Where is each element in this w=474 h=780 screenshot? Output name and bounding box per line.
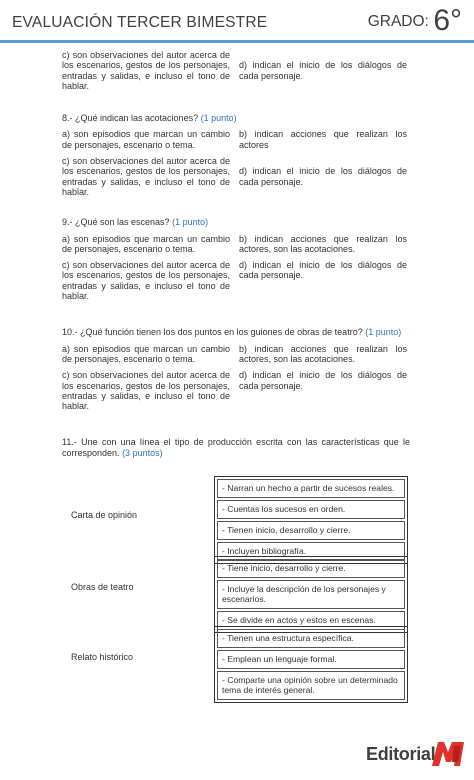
characteristic-item: - Se divide en actos y estos en escenas. <box>217 611 405 630</box>
question-points: (1 punto) <box>172 217 209 228</box>
option-d: d) indican el inicio de los diálogos de cada personaje. <box>239 166 407 187</box>
question-8 <box>62 113 410 123</box>
prev-question-options <box>62 50 410 91</box>
characteristic-item: - Cuentas los sucesos en orden. <box>217 500 405 519</box>
characteristic-item: - Incluye la descripción de los personajes y escenarios. <box>217 580 405 609</box>
option-b: b) indican acciones que realizan los actores <box>239 129 407 150</box>
question-text: 11.- Une con una línea el tipo de producción escrita con las características que le corresponden. <box>62 437 410 458</box>
editorial-md-logo <box>366 736 470 772</box>
characteristic-item: - Tienen una estructura específica. <box>217 629 405 648</box>
category-carta-de-opinion: Carta de opinión <box>71 510 138 520</box>
grade-value: 6° <box>433 4 462 37</box>
question-10 <box>62 327 410 337</box>
question-9 <box>62 217 410 227</box>
question-text: 10.- ¿Qué función tienen los dos puntos en los guiones de obras de teatro? <box>62 327 363 338</box>
characteristic-item: - Incluyen bibliografía. <box>217 542 405 561</box>
option-d: d) indican el inicio de los diálogos de cada personaje. <box>239 370 407 391</box>
option-c: c) son observaciones del autor acerca de los escenarios, gestos de los personajes, entradas y salidas, e incluso el tono de hablar. <box>62 50 230 91</box>
characteristic-item: - Emplean un lenguaje formal. <box>217 650 405 669</box>
question-11 <box>62 437 410 458</box>
characteristics-group-1 <box>214 476 408 564</box>
question-points: (1 punto) <box>365 327 402 338</box>
option-c: c) son observaciones del autor acerca de los escenarios, gestos de los personajes, entradas y salidas, e incluso el tono de hablar. <box>62 260 230 302</box>
option-c: c) son observaciones del autor acerca de los escenarios, gestos de los personajes, entradas y salidas, e incluso el tono de hablar. <box>62 156 230 197</box>
question-text: 9.- ¿Qué son las escenas? <box>62 217 170 228</box>
characteristic-item: - Narran un hecho a partir de sucesos reales. <box>217 479 405 498</box>
characteristic-item: - Tienen inicio, desarrollo y cierre. <box>217 521 405 540</box>
characteristic-item: - Tiene inicio, desarrollo y cierre. <box>217 559 405 578</box>
characteristics-group-3 <box>214 626 408 703</box>
option-a: a) son episodios que marcan un cambio de personajes, escenario o tema. <box>62 233 230 254</box>
characteristic-item: - Comparte una opinión sobre un determinado tema de interés general. <box>217 671 405 700</box>
md-badge-icon <box>430 738 466 768</box>
option-a: a) son episodios que marcan un cambio de personajes, escenario o tema. <box>62 343 230 364</box>
option-d: d) indican el inicio de los diálogos de cada personaje. <box>239 60 407 81</box>
logo-text: Editorial <box>366 744 436 764</box>
exam-content <box>62 50 410 464</box>
question-10-options <box>62 344 410 412</box>
option-a: a) son episodios que marcan un cambio de personajes, escenario o tema. <box>62 129 230 150</box>
option-d: d) indican el inicio de los diálogos de cada personaje. <box>239 260 407 281</box>
page-title: EVALUACIÓN TERCER BIMESTRE <box>12 14 268 31</box>
option-b: b) indican acciones que realizan los actores, son las acotaciones. <box>239 343 407 364</box>
question-9-options <box>62 234 410 302</box>
grade-label: GRADO: <box>367 13 429 30</box>
category-obras-de-teatro: Obras de teatro <box>71 582 134 592</box>
question-points: (1 punto) <box>200 113 237 124</box>
option-b: b) indican acciones que realizan los actores, son las acotaciones. <box>239 233 407 254</box>
category-relato-historico: Relato histórico <box>71 652 134 662</box>
question-text: 8.- ¿Qué indican las acotaciones? <box>62 113 199 124</box>
characteristics-group-2 <box>214 556 408 633</box>
question-8-options <box>62 129 410 197</box>
question-points: (3 puntos) <box>122 447 163 458</box>
grade-indicator <box>368 4 462 38</box>
option-c: c) son observaciones del autor acerca de los escenarios, gestos de los personajes, entradas y salidas, e incluso el tono de hablar. <box>62 370 230 412</box>
page-header <box>0 0 474 43</box>
